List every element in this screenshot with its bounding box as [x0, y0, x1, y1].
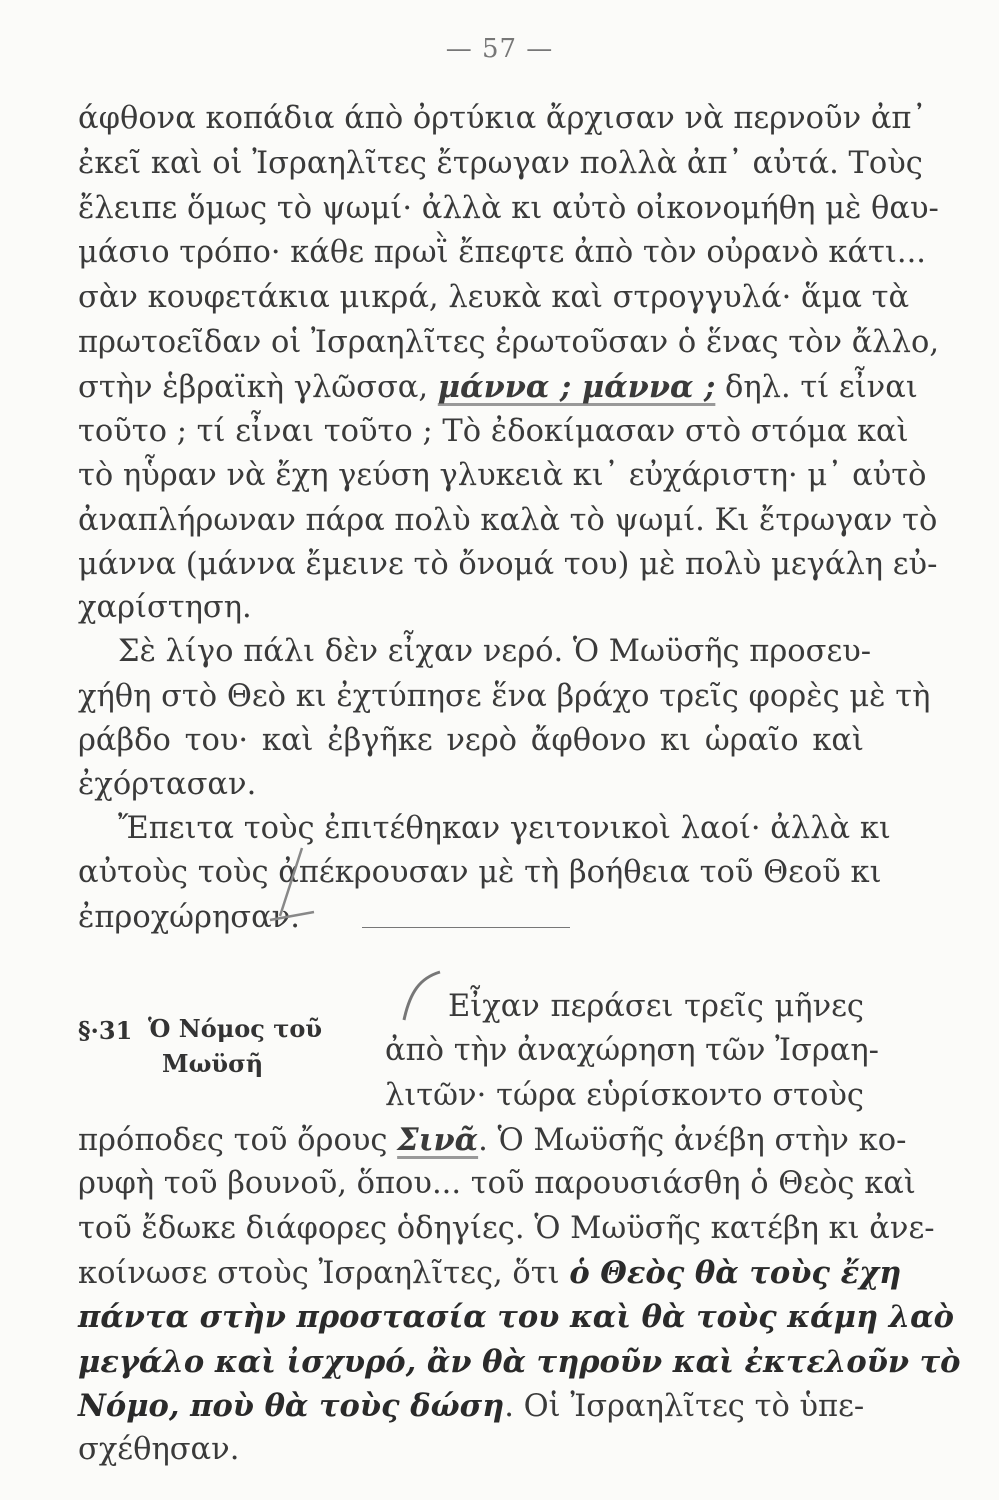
text-line: λιτῶν· τώρα εὑρίσκοντο στοὺς	[385, 1078, 864, 1113]
emphasis-text: Νόμο, ποὺ θὰ τοὺς δώση	[78, 1388, 505, 1424]
text-line: μάννα (μάννα ἔμεινε τὸ ὄνομά του) μὲ πολὺ μεγάλη εὐ-	[78, 547, 938, 582]
text-segment: κοίνωσε στοὺς Ἰσραηλῖτες, ὅτι	[78, 1256, 570, 1291]
text-segment: στὴν ἑβραϊκὴ γλῶσσα,	[78, 370, 438, 405]
text-line: Εἶχαν περάσει τρεῖς μῆνες	[448, 989, 864, 1024]
pencil-mark	[262, 838, 322, 938]
text-segment: . Ὁ Μωϋσῆς ἀνέβη στὴν κο-	[478, 1123, 907, 1158]
section-title	[148, 1012, 368, 1082]
emphasis-line: πάντα στὴν προστασία του καὶ θὰ τοὺς κάμη λαὸ	[78, 1299, 954, 1335]
sina-emphasis: Σινᾶ	[397, 1122, 479, 1158]
text-line	[78, 1122, 907, 1158]
text-segment: δηλ. τί εἶναι	[715, 370, 918, 405]
text-line: Σὲ λίγο πάλι δὲν εἶχαν νερό. Ὁ Μωϋσῆς προσευ-	[118, 634, 872, 669]
text-line: ρυφὴ τοῦ βουνοῦ, ὅπου... τοῦ παρουσιάσθη ὁ Θεὸς καὶ	[78, 1166, 916, 1201]
text-line: ἐπροχώρησαν.	[78, 900, 300, 935]
text-line: χήθη στὸ Θεὸ κι ἐχτύπησε ἕνα βράχο τρεῖς φορὲς μὲ τὴ	[78, 679, 931, 714]
text-line	[78, 1388, 865, 1424]
text-line: ἀπὸ τὴν ἀναχώρηση τῶν Ἰσραη-	[385, 1033, 879, 1068]
text-line: Ἔπειτα τοὺς ἐπιτέθηκαν γειτονικοὶ λαοί· ἀλλὰ κι	[118, 811, 891, 846]
emphasis-line: μεγάλο καὶ ἰσχυρό, ἂν θὰ τηροῦν καὶ ἐκτελοῦν τὸ	[78, 1344, 961, 1380]
pencil-mark	[390, 968, 450, 1028]
text-line: σὰν κουφετάκια μικρά, λευκὰ καὶ στρογγυλά· ἅμα τὰ	[78, 280, 910, 315]
text-line: ράβδο του· καὶ ἐβγῆκε νερὸ ἄφθονο κι ὡραῖο καὶ	[78, 723, 864, 758]
text-line: ἐχόρτασαν.	[78, 767, 257, 802]
section-number: §·31	[78, 1016, 133, 1045]
text-segment: . Οἱ Ἰσραηλῖτες τὸ ὑπε-	[504, 1389, 865, 1424]
emphasis-text: ὁ Θεὸς θὰ τοὺς ἔχη	[569, 1255, 902, 1291]
section-title-line: Ὁ Νόμος τοῦ	[148, 1014, 323, 1043]
text-line: τοῦ ἔδωκε διάφορες ὁδηγίες. Ὁ Μωϋσῆς κατέβη κι ἀνε-	[78, 1211, 935, 1246]
text-line: σχέθησαν.	[78, 1432, 240, 1467]
page-number: — 57 —	[445, 34, 554, 64]
text-line: άφθονα κοπάδια άπὸ ὀρτύκια ἄρχισαν νὰ περνοῦν ἀπ᾿	[78, 101, 927, 136]
text-line: πρωτοεῖδαν οἱ Ἰσραηλῖτες ἐρωτοῦσαν ὁ ἕνας τὸν ἄλλο,	[78, 325, 940, 360]
text-line: χαρίστηση.	[78, 590, 252, 625]
text-line: τοῦτο ; τί εἶναι τοῦτο ; Τὸ ἐδοκίμασαν στὸ στόμα καὶ	[78, 414, 909, 449]
text-segment: πρόποδες τοῦ ὄρους	[78, 1123, 398, 1158]
manna-emphasis: μάννα ; μάννα ;	[437, 369, 716, 405]
text-line: αὐτοὺς τοὺς ἀπέκρουσαν μὲ τὴ βοήθεια τοῦ Θεοῦ κι	[78, 855, 882, 890]
text-line: τὸ ηὗραν νὰ ἔχη γεύση γλυκειὰ κι᾿ εὐχάριστη· μ᾿ αὐτὸ	[78, 458, 927, 493]
section-divider	[362, 927, 570, 928]
text-line	[78, 1255, 902, 1291]
text-line: ἐκεῖ καὶ οἱ Ἰσραηλῖτες ἔτρωγαν πολλὰ ἀπ᾿ αὐτά. Τοὺς	[78, 146, 923, 181]
text-line: μάσιο τρόπο· κάθε πρωῒ ἔπεφτε ἀπὸ τὸν οὐρανὸ κάτι...	[78, 235, 926, 270]
section-title-line: Μωϋσῆ	[162, 1048, 264, 1078]
text-line: ἔλειπε ὅμως τὸ ψωμί· ἀλλὰ κι αὐτὸ οἰκονομήθη μὲ θαυ-	[78, 191, 939, 226]
text-line: ἀναπλήρωναν πάρα πολὺ καλὰ τὸ ψωμί. Κι ἔτρωγαν τὸ	[78, 503, 938, 538]
text-line	[78, 369, 918, 405]
